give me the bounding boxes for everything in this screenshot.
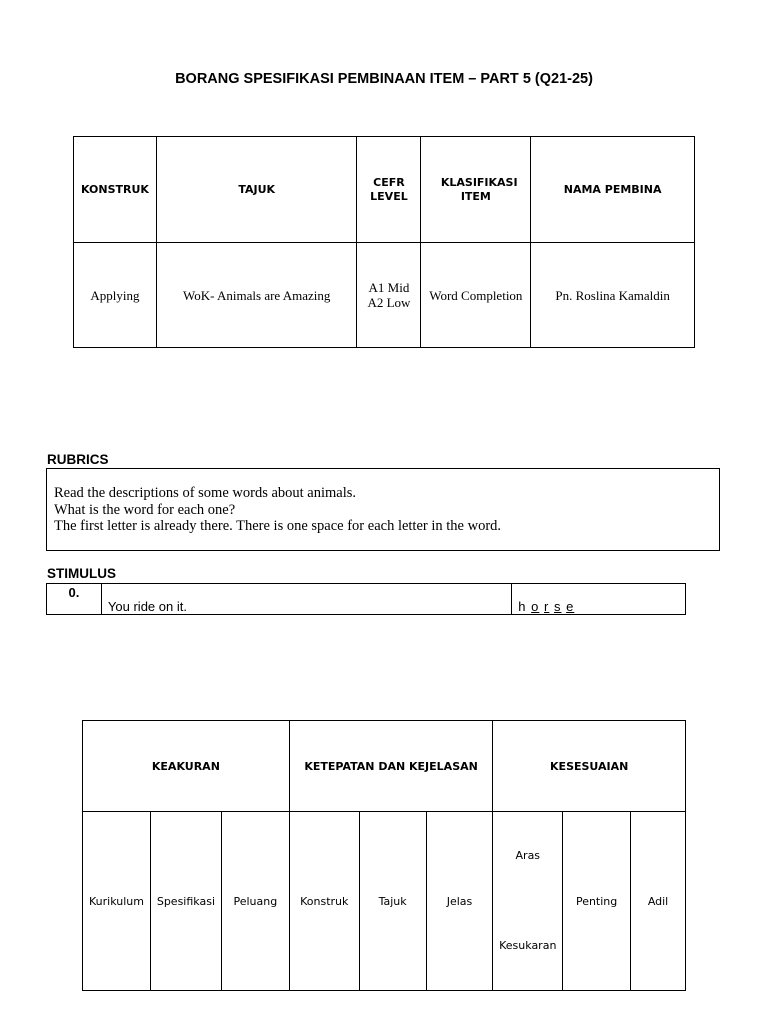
answer-letter: e bbox=[566, 599, 575, 614]
stimulus-row bbox=[47, 584, 686, 615]
stimulus-table bbox=[46, 583, 686, 615]
value-konstruk: Applying bbox=[74, 243, 157, 348]
sub-aras-kesukaran bbox=[493, 812, 563, 991]
sub-aras: Aras bbox=[515, 849, 541, 862]
rubric-line: What is the word for each one? bbox=[54, 501, 236, 518]
value-cefr bbox=[357, 243, 421, 348]
value-cefr-line2: A2 Low bbox=[367, 295, 411, 310]
sub-tajuk: Tajuk bbox=[359, 812, 426, 991]
spec-header-row bbox=[74, 137, 695, 243]
group-kesesuaian: KESESUAIAN bbox=[493, 721, 686, 812]
sub-adil: Adil bbox=[631, 812, 686, 991]
sub-spesifikasi: Spesifikasi bbox=[150, 812, 221, 991]
value-nama: Pn. Roslina Kamaldin bbox=[531, 243, 695, 348]
stimulus-answer bbox=[512, 584, 686, 615]
header-nama: NAMA PEMBINA bbox=[531, 137, 695, 243]
answer-first-letter: h bbox=[518, 599, 527, 614]
sub-konstruk: Konstruk bbox=[289, 812, 359, 991]
group-keakuran: KEAKURAN bbox=[83, 721, 290, 812]
stimulus-number: 0. bbox=[47, 584, 102, 615]
header-tajuk: TAJUK bbox=[156, 137, 357, 243]
value-cefr-line1: A1 Mid bbox=[368, 280, 410, 295]
answer-letter: r bbox=[543, 599, 550, 614]
eval-subheader-row bbox=[83, 812, 686, 991]
header-konstruk: KONSTRUK bbox=[74, 137, 157, 243]
spec-value-row bbox=[74, 243, 695, 348]
page-title: BORANG SPESIFIKASI PEMBINAAN ITEM – PART 5 (Q21-25) bbox=[175, 71, 593, 87]
group-ketepatan: KETEPATAN DAN KEJELASAN bbox=[289, 721, 493, 812]
rubrics-label: RUBRICS bbox=[47, 452, 109, 467]
header-klasifikasi bbox=[421, 137, 531, 243]
eval-table bbox=[82, 720, 686, 991]
rubrics-box bbox=[46, 468, 720, 551]
sub-kurikulum: Kurikulum bbox=[83, 812, 151, 991]
value-tajuk: WoK- Animals are Amazing bbox=[156, 243, 357, 348]
eval-group-row bbox=[83, 721, 686, 812]
sub-kesukaran: Kesukaran bbox=[499, 939, 557, 952]
answer-letter: o bbox=[531, 599, 540, 614]
stimulus-label: STIMULUS bbox=[47, 566, 116, 581]
header-cefr-label: CEFR LEVEL bbox=[370, 175, 408, 203]
value-klasifikasi: Word Completion bbox=[421, 243, 531, 348]
sub-penting: Penting bbox=[563, 812, 631, 991]
header-klasifikasi-label: KLASIFIKASI ITEM bbox=[440, 175, 518, 203]
sub-peluang: Peluang bbox=[221, 812, 289, 991]
rubric-line: Read the descriptions of some words about animals. bbox=[54, 485, 357, 501]
spec-table bbox=[73, 136, 695, 348]
stimulus-clue: You ride on it. bbox=[101, 584, 511, 615]
sub-jelas: Jelas bbox=[426, 812, 493, 991]
rubric-line: The first letter is already there. There is one space for each letter in the word. bbox=[54, 518, 502, 534]
answer-letter: s bbox=[553, 599, 562, 614]
header-cefr bbox=[357, 137, 421, 243]
